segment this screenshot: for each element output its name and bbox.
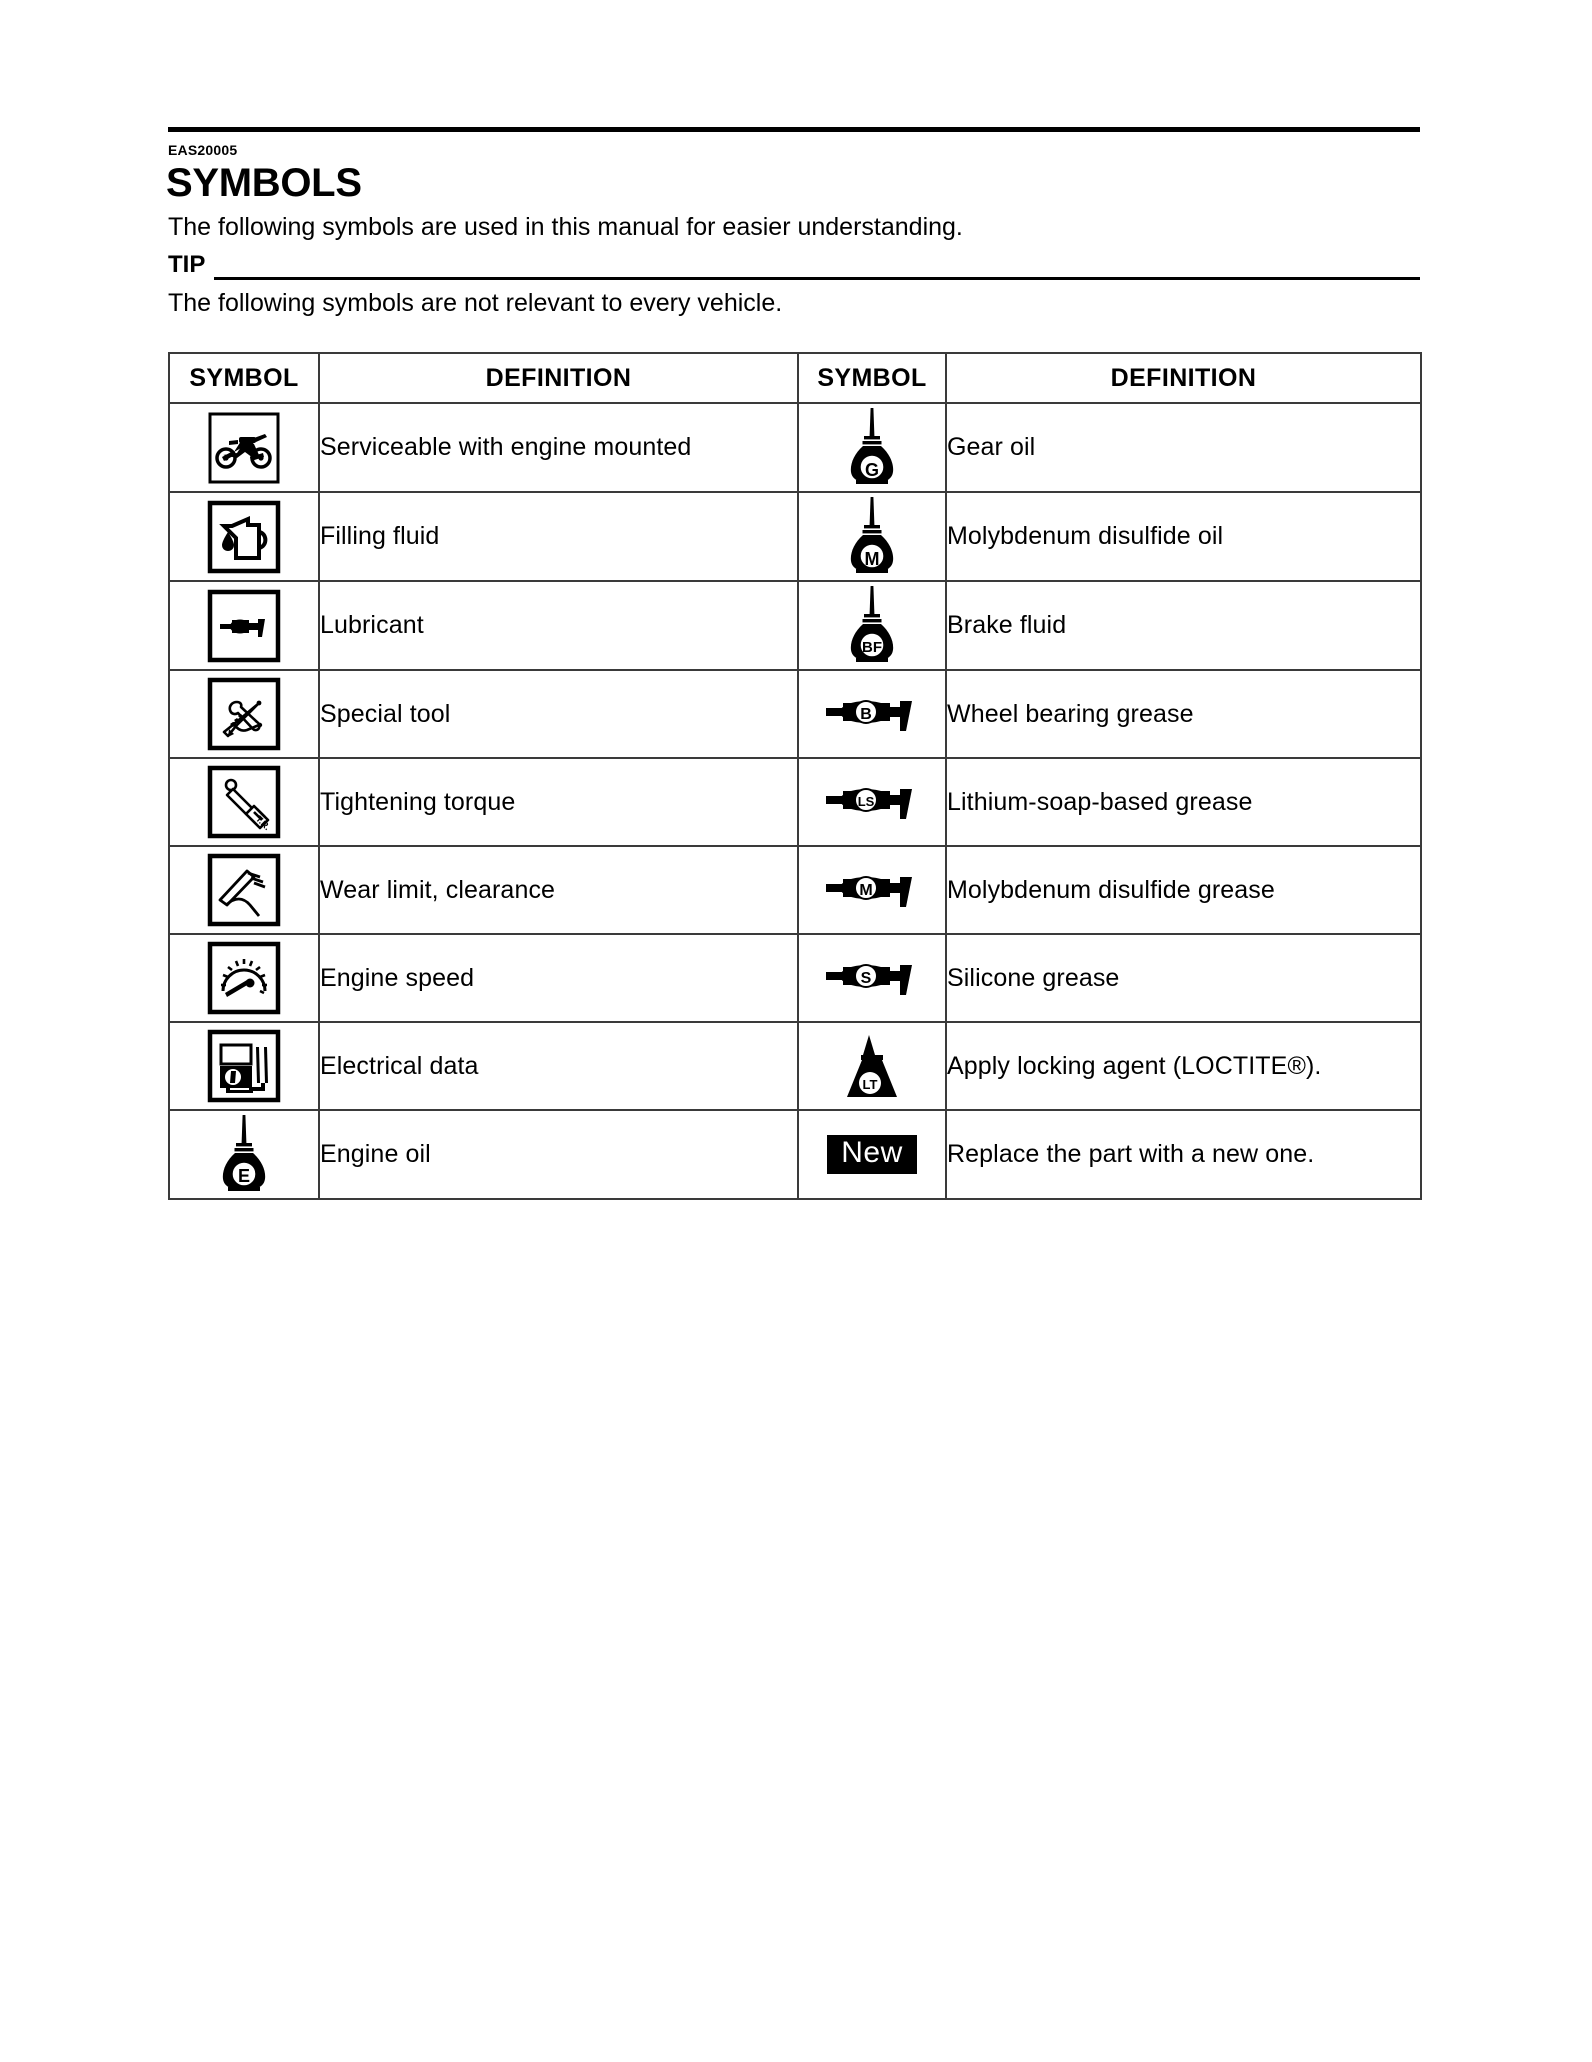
oil-can-filling-fluid-icon <box>170 495 318 579</box>
definition-cell: Lithium-soap-based grease <box>946 758 1421 846</box>
symbol-cell <box>798 403 946 492</box>
oil-bottle-molybdenum-icon <box>799 493 945 577</box>
symbol-cell <box>169 1110 319 1199</box>
caliper-wear-limit-icon <box>170 848 318 932</box>
grease-gun-molybdenum-icon <box>799 848 945 932</box>
symbol-cell <box>798 934 946 1022</box>
table-row <box>169 934 1421 1022</box>
definition-cell: Tightening torque <box>319 758 798 846</box>
symbol-cell <box>798 758 946 846</box>
svg-text:M: M <box>864 549 880 569</box>
tip-label: TIP <box>168 251 206 278</box>
special-tool-icon <box>170 672 318 756</box>
grease-gun-lithium-soap-icon <box>799 760 945 844</box>
oil-bottle-engine-oil-icon <box>170 1111 318 1195</box>
table-header-row <box>169 353 1421 403</box>
symbol-cell <box>798 1022 946 1110</box>
symbol-cell <box>169 846 319 934</box>
oil-bottle-gear-oil-icon <box>799 404 945 488</box>
column-header-definition-left: DEFINITION <box>319 353 798 403</box>
grease-gun-wheel-bearing-icon <box>799 672 945 756</box>
tachometer-engine-speed-icon <box>170 936 318 1020</box>
tip-rule <box>214 277 1420 280</box>
definition-cell: Special tool <box>319 670 798 758</box>
table-row <box>169 758 1421 846</box>
grease-gun-silicone-icon <box>799 936 945 1020</box>
svg-text:BF: BF <box>862 639 882 656</box>
definition-cell: Apply locking agent (LOCTITE®). <box>946 1022 1421 1110</box>
symbol-cell <box>798 846 946 934</box>
definition-cell: Engine speed <box>319 934 798 1022</box>
definition-cell: Molybdenum disulfide grease <box>946 846 1421 934</box>
tip-heading <box>168 252 1420 284</box>
grease-gun-lubricant-icon <box>170 584 318 668</box>
symbol-cell <box>169 670 319 758</box>
svg-text:T.R.: T.R. <box>253 813 273 833</box>
definition-cell: Electrical data <box>319 1022 798 1110</box>
table-row <box>169 492 1421 581</box>
symbol-cell <box>798 492 946 581</box>
intro-paragraph: The following symbols are used in this manual for easier understanding. <box>168 213 963 241</box>
svg-text:B: B <box>860 706 872 723</box>
definition-cell: Molybdenum disulfide oil <box>946 492 1421 581</box>
symbol-cell <box>169 758 319 846</box>
symbol-cell <box>169 1022 319 1110</box>
new-part-badge: New <box>827 1135 917 1174</box>
svg-text:E: E <box>237 1166 251 1186</box>
definition-cell: Brake fluid <box>946 581 1421 670</box>
table-row <box>169 581 1421 670</box>
definition-cell: Gear oil <box>946 403 1421 492</box>
multimeter-electrical-data-icon <box>170 1024 318 1108</box>
symbol-cell <box>798 581 946 670</box>
symbol-cell <box>798 1110 946 1199</box>
symbol-cell <box>798 670 946 758</box>
loctite-bottle-icon <box>799 1024 945 1108</box>
page-title: SYMBOLS <box>166 161 362 205</box>
definition-cell: Filling fluid <box>319 492 798 581</box>
symbol-cell <box>169 581 319 670</box>
definition-cell: Lubricant <box>319 581 798 670</box>
definition-cell: Replace the part with a new one. <box>946 1110 1421 1199</box>
table-row <box>169 1022 1421 1110</box>
page-top-rule <box>168 127 1420 132</box>
symbol-cell <box>169 934 319 1022</box>
column-header-definition-right: DEFINITION <box>946 353 1421 403</box>
svg-text:G: G <box>864 460 880 480</box>
svg-text:LS: LS <box>857 794 875 809</box>
definition-cell: Wheel bearing grease <box>946 670 1421 758</box>
document-code: EAS20005 <box>168 142 238 158</box>
table-row <box>169 403 1421 492</box>
definition-cell: Wear limit, clearance <box>319 846 798 934</box>
symbols-table <box>168 352 1422 1200</box>
symbol-cell <box>169 492 319 581</box>
definition-cell: Silicone grease <box>946 934 1421 1022</box>
definition-cell: Serviceable with engine mounted <box>319 403 798 492</box>
column-header-symbol-left: SYMBOL <box>169 353 319 403</box>
definition-cell: Engine oil <box>319 1110 798 1199</box>
torque-wrench-icon <box>170 760 318 844</box>
tip-paragraph: The following symbols are not relevant to every vehicle. <box>168 289 783 317</box>
table-row <box>169 846 1421 934</box>
table-row <box>169 1110 1421 1199</box>
oil-bottle-brake-fluid-icon <box>799 582 945 666</box>
svg-text:LT: LT <box>862 1077 878 1092</box>
motorcycle-icon <box>170 406 318 490</box>
table-row <box>169 670 1421 758</box>
column-header-symbol-right: SYMBOL <box>798 353 946 403</box>
svg-text:S: S <box>860 970 872 987</box>
svg-text:M: M <box>859 882 873 899</box>
symbol-cell <box>169 403 319 492</box>
